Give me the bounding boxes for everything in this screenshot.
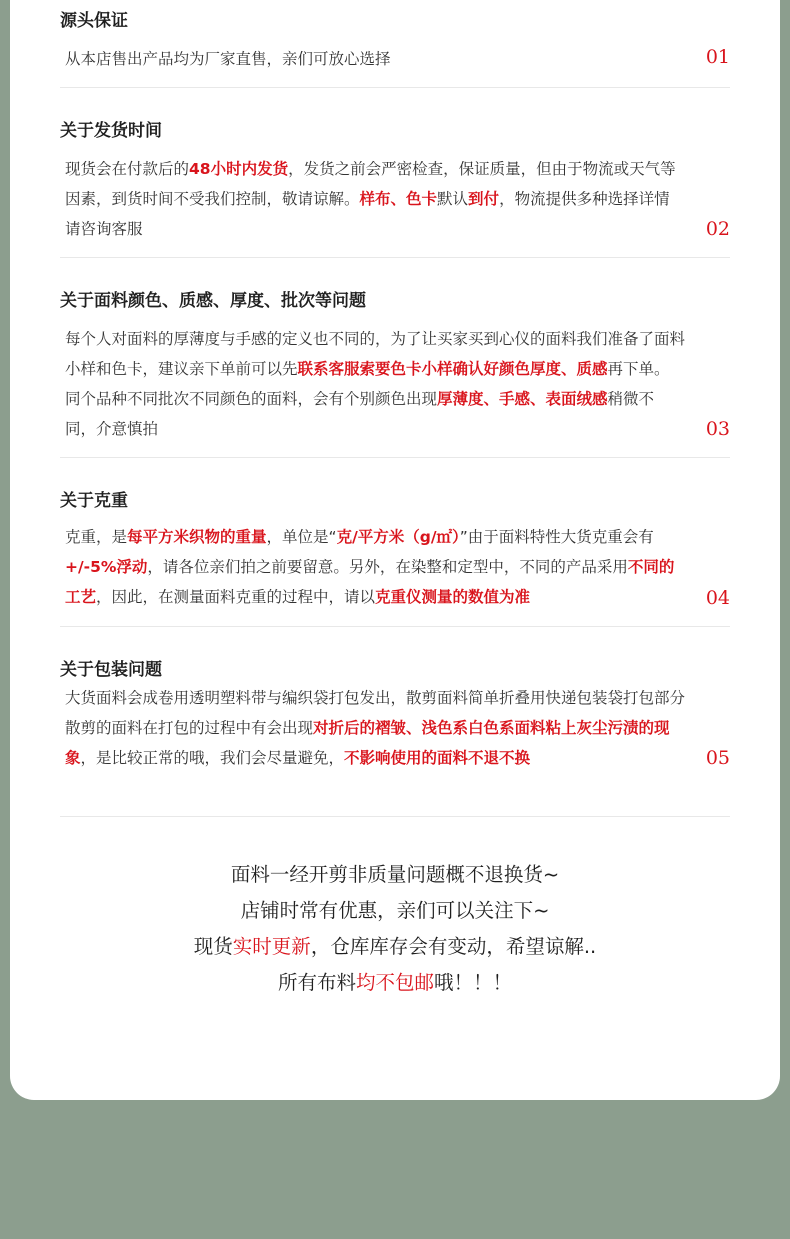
section-body — [65, 44, 685, 74]
footer-notice-line — [0, 967, 790, 995]
body-text: 大货面料会成卷用透明塑料带与编织袋打包发出，散剪面料简单折叠用快递包装袋打包部分散剪的面料在打包的过程中有会出现 — [65, 689, 686, 737]
body-text: 再下单。同个品种不同批次不同颜色的面料，会有个别颜色出现 — [65, 360, 670, 408]
highlighted-text: +/-5%浮动 — [65, 558, 148, 576]
section-number: 04 — [705, 587, 730, 609]
highlighted-text: 每平方米织物的重量 — [127, 528, 267, 546]
highlighted-text: 均不包邮 — [355, 971, 434, 994]
highlighted-text: 样布、色卡 — [359, 190, 438, 208]
section-number: 01 — [705, 46, 730, 68]
section-body — [65, 154, 685, 244]
section-title: 关于克重 — [60, 491, 128, 511]
footer-notice-line — [0, 895, 790, 923]
highlighted-text: 克重仪测量的数值为准 — [375, 588, 531, 606]
body-text: ，请各位亲们拍之前要留意。另外，在染整和定型中，不同的产品采用 — [147, 558, 628, 576]
highlighted-text: 克/平方米（g/㎡） — [336, 528, 460, 546]
body-text: 克重，是 — [65, 528, 128, 546]
section-weight — [60, 458, 730, 628]
section-body — [65, 522, 685, 612]
body-text: 默认 — [437, 190, 469, 208]
body-text: 稍微不同，介意慎拍 — [65, 390, 655, 438]
section-body — [65, 683, 685, 773]
body-text: 店铺时常有优惠，亲们可以关注下~ — [240, 899, 550, 922]
body-text: 哦！！！ — [434, 971, 513, 994]
highlighted-text: 不影响使用的面料不退不换 — [344, 749, 531, 767]
body-text: ，物流提供多种选择详情请咨询客服 — [65, 190, 670, 238]
body-text: 每个人对面料的厚薄度与手感的定义也不同的，为了让买家买到心仪的面料我们准备了面料小样和色卡，建议亲下单前可以先 — [65, 330, 686, 378]
highlighted-text: 48小时内发货 — [189, 160, 289, 178]
section-number: 02 — [705, 218, 730, 240]
section-title: 源头保证 — [60, 11, 128, 31]
body-text: 现货 — [193, 935, 233, 958]
body-text: ，单位是“ — [266, 528, 337, 546]
body-text: ，因此，在测量面料克重的过程中，请以 — [96, 588, 376, 606]
body-text: 从本店售出产品均为厂家直售，亲们可放心选择 — [65, 50, 391, 68]
section-fabric-quality — [60, 258, 730, 458]
section-source-guarantee — [60, 0, 730, 88]
highlighted-text: 到付 — [468, 190, 500, 208]
section-number: 05 — [705, 747, 730, 769]
section-title: 关于面料颜色、质感、厚度、批次等问题 — [60, 291, 366, 311]
highlighted-text: 联系客服索要色卡小样确认好颜色厚度、质感 — [297, 360, 608, 378]
section-number: 03 — [705, 418, 730, 440]
highlighted-text: 不同的工艺 — [65, 558, 675, 606]
body-text: ，是比较正常的哦，我们会尽量避免， — [80, 749, 345, 767]
section-shipping-time — [60, 88, 730, 258]
body-text: 现货会在付款后的 — [65, 160, 190, 178]
highlighted-text: 实时更新 — [232, 935, 311, 958]
body-text: 所有布料 — [277, 971, 356, 994]
section-body — [65, 324, 685, 444]
divider — [60, 816, 730, 817]
footer-notice-line — [0, 859, 790, 887]
section-title: 关于发货时间 — [60, 121, 162, 141]
body-text: ”由于面料特性大货克重会有 — [459, 528, 654, 546]
body-text: 面料一经开剪非质量问题概不退换货~ — [230, 863, 560, 886]
section-packaging — [60, 627, 730, 817]
footer-notice-line — [0, 931, 790, 959]
body-text: ，发货之前会严密检查，保证质量，但由于物流或天气等因素，到货时间不受我们控制，敬请谅解。 — [65, 160, 676, 208]
body-text: ，仓库库存会有变动，希望谅解.. — [310, 935, 597, 958]
highlighted-text: 对折后的褶皱、浅色系白色系面料粘上灰尘污渍的现象 — [65, 719, 670, 767]
section-title: 关于包装问题 — [60, 660, 162, 680]
highlighted-text: 厚薄度、手感、表面绒感 — [437, 390, 608, 408]
